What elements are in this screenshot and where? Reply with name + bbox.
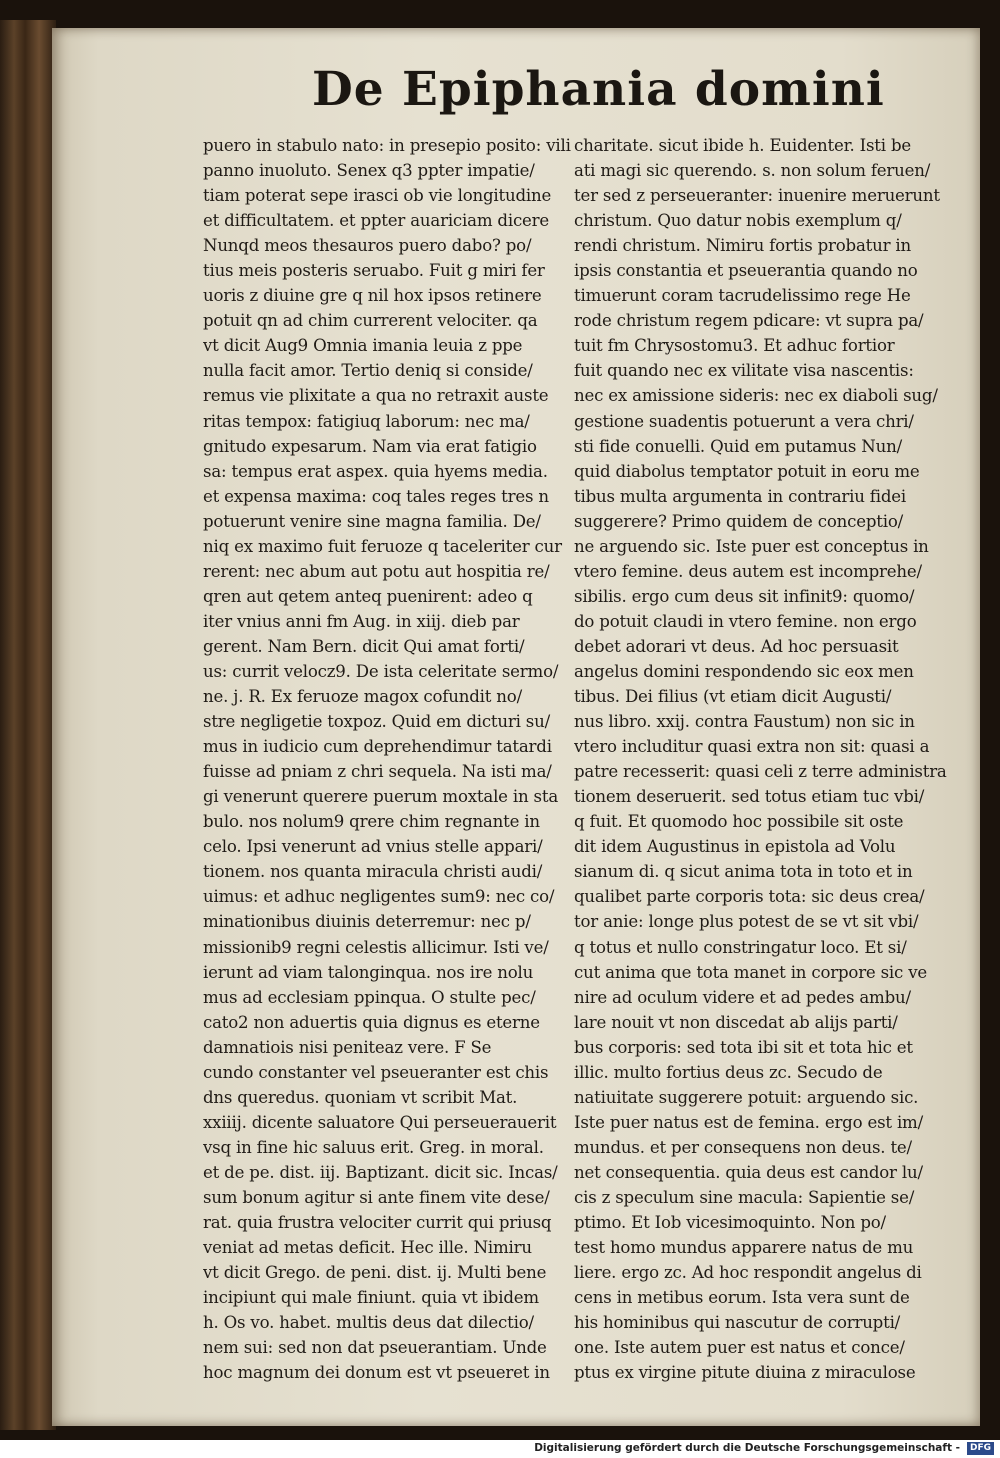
text-line: sibilis. ergo cum deus sit infinit9: quomo/ [574, 586, 915, 606]
text-line: remus vie plixitate a qua no retraxit auste [203, 386, 549, 406]
text-line: vt dicit Aug9 Omnia imania leuia z ppe [203, 336, 523, 356]
text-line: vt dicit Grego. de peni. dist. ij. Multi bene [203, 1263, 547, 1283]
text-line: bus corporis: sed tota ibi sit et tota hic et [574, 1037, 913, 1057]
text-line: panno inuoluto. Senex q3 ppter impatie/ [203, 161, 535, 181]
text-line: lare nouit vt non discedat ab alijs parti/ [574, 1012, 898, 1032]
text-line: timuerunt coram tacrudelissimo rege He [574, 286, 911, 306]
text-line: tionem deseruerit. sed totus etiam tuc vbi/ [574, 787, 925, 807]
text-line: rerent: nec abum aut potu aut hospitia re/ [203, 561, 550, 581]
text-line: tiam poterat sepe irasci ob vie longitudine [203, 186, 552, 206]
text-line: et de pe. dist. iij. Baptizant. dicit sic. Incas/ [203, 1162, 558, 1182]
text-line: uoris z diuine gre q nil hox ipsos retinere [203, 286, 542, 306]
running-headline: De Epiphania domini [312, 62, 885, 117]
text-line: et expensa maxima: coq tales reges tres n [203, 486, 549, 506]
text-line: gerent. Nam Bern. dicit Qui amat forti/ [203, 636, 525, 656]
right-text-column [574, 133, 954, 1385]
text-line: incipiunt qui male finiunt. quia vt ibidem [203, 1288, 539, 1308]
text-line: rendi christum. Nimiru fortis probatur in [574, 236, 912, 256]
book-page-edges [0, 20, 56, 1430]
text-line: cens in metibus eorum. Ista vera sunt de [574, 1288, 910, 1308]
text-line: one. Iste autem puer est natus et conce/ [574, 1338, 905, 1358]
text-line: sianum di. q sicut anima tota in toto et in [574, 862, 913, 882]
text-line: vtero includitur quasi extra non sit: quasi a [574, 737, 930, 757]
text-line: ne arguendo sic. Iste puer est conceptus in [574, 536, 929, 556]
text-line: christum. Quo datur nobis exemplum q/ [574, 211, 902, 231]
text-line: ptus ex virgine pitute diuina z miraculose [574, 1363, 916, 1383]
text-line: illic. multo fortius deus zc. Secudo de [574, 1062, 883, 1082]
text-line: ipsis constantia et pseuerantia quando no [574, 261, 918, 281]
text-line: uimus: et adhuc negligentes sum9: nec co/ [203, 887, 555, 907]
text-line: ati magi sic querendo. s. non solum feruen/ [574, 161, 931, 181]
text-line: q totus et nullo constringatur loco. Et si/ [574, 937, 907, 957]
text-line: cut anima que tota manet in corpore sic ve [574, 962, 928, 982]
text-line: patre recesserit: quasi celi z terre administra [574, 762, 947, 782]
text-line: cis z speculum sine macula: Sapientie se/ [574, 1187, 915, 1207]
text-line: mus in iudicio cum deprehendimur tatardi [203, 737, 552, 757]
text-line: nem sui: sed non dat pseuerantiam. Unde [203, 1338, 547, 1358]
text-line: potuit qn ad chim currerent velociter. qa [203, 311, 538, 331]
text-line: gi venerunt querere puerum moxtale in sta [203, 787, 559, 807]
text-line: test homo mundus apparere natus de mu [574, 1238, 914, 1258]
text-line: vsq in fine hic saluus erit. Greg. in moral. [203, 1137, 544, 1157]
text-line: nec ex amissione sideris: nec ex diaboli sug/ [574, 386, 938, 406]
text-line: gestione suadentis potuerunt a vera chri/ [574, 411, 914, 431]
text-line: nus libro. xxij. contra Faustum) non sic in [574, 712, 915, 732]
text-line: dns queredus. quoniam vt scribit Mat. [203, 1087, 518, 1107]
text-line: Nunqd meos thesauros puero dabo? po/ [203, 236, 532, 256]
footer-credit: Digitalisierung gefördert durch die Deutsche Forschungsgemeinschaft - [534, 1442, 960, 1454]
text-line: natiuitate suggerere potuit: arguendo sic. [574, 1087, 919, 1107]
text-line: rat. quia frustra velociter currit qui priusq [203, 1213, 552, 1233]
text-line: puero in stabulo nato: in presepio posito: vili [203, 136, 571, 155]
text-line: tionem. nos quanta miracula christi audi/ [203, 862, 543, 882]
text-line: q fuit. Et quomodo hoc possibile sit oste [574, 812, 904, 832]
text-line: nire ad oculum videre et ad pedes ambu/ [574, 987, 911, 1007]
text-line: cundo constanter vel pseueranter est chis [203, 1062, 549, 1082]
text-line: et difficultatem. et ppter auariciam dicere [203, 211, 550, 231]
text-line: sti fide conuelli. Quid em putamus Nun/ [574, 436, 902, 456]
text-line: liere. ergo zc. Ad hoc respondit angelus di [574, 1263, 922, 1283]
text-line: do potuit claudi in vtero femine. non ergo [574, 611, 917, 631]
text-line: niq ex maximo fuit feruoze q taceleriter cur [203, 536, 562, 556]
text-line: potuerunt venire sine magna familia. De/ [203, 511, 541, 531]
text-line: tuit fm Chrysostomu3. Et adhuc fortior [574, 336, 895, 356]
text-line: debet adorari vt deus. Ad hoc persuasit [574, 636, 899, 656]
text-line: suggerere? Primo quidem de conceptio/ [574, 511, 903, 531]
text-line: qren aut qetem anteq puenirent: adeo q [203, 586, 533, 606]
text-line: mundus. et per consequens non deus. te/ [574, 1137, 912, 1157]
text-line: charitate. sicut ibide h. Euidenter. Isti be [574, 136, 911, 155]
text-line: qualibet parte corporis tota: sic deus crea/ [574, 887, 925, 907]
text-line: celo. Ipsi venerunt ad vnius stelle appari/ [203, 837, 543, 857]
digitization-footer [0, 1440, 1000, 1458]
text-line: tius meis posteris seruabo. Fuit g miri fer [203, 261, 545, 281]
text-line: Iste puer natus est de femina. ergo est im/ [574, 1112, 923, 1132]
text-line: his hominibus qui nascutur de corrupti/ [574, 1313, 901, 1333]
text-line: missionib9 regni celestis allicimur. Isti ve/ [203, 937, 549, 957]
text-line: us: currit velocz9. De ista celeritate sermo/ [203, 661, 559, 681]
text-line: mus ad ecclesiam ppinqua. O stulte pec/ [203, 987, 536, 1007]
text-line: angelus domini respondendo sic eox men [574, 661, 914, 681]
text-line: tibus multa argumenta in contrariu fidei [574, 486, 906, 506]
text-line: damnatiois nisi peniteaz vere. F Se [203, 1037, 492, 1057]
text-line: iter vnius anni fm Aug. in xiij. dieb par [203, 611, 520, 631]
text-line: fuit quando nec ex vilitate visa nascentis: [574, 361, 914, 381]
text-line: h. Os vo. habet. multis deus dat dilectio/ [203, 1313, 534, 1333]
text-line: veniat ad metas deficit. Hec ille. Nimiru [203, 1238, 532, 1258]
text-line: sum bonum agitur si ante finem vite dese/ [203, 1187, 550, 1207]
text-line: dit idem Augustinus in epistola ad Volu [574, 837, 896, 857]
text-line: quid diabolus temptator potuit in eoru me [574, 461, 920, 481]
text-line: gnitudo expesarum. Nam via erat fatigio [203, 436, 537, 456]
text-line: minationibus diuinis deterremur: nec p/ [203, 912, 531, 932]
text-line: net consequentia. quia deus est candor lu/ [574, 1162, 923, 1182]
text-line: xxiiij. dicente saluatore Qui perseuerauerit [203, 1112, 557, 1132]
dfg-logo: DFG [967, 1442, 994, 1455]
text-line: vtero femine. deus autem est incomprehe/ [574, 561, 922, 581]
text-line: ritas tempox: fatigiuq laborum: nec ma/ [203, 411, 530, 431]
text-line: fuisse ad pniam z chri sequela. Na isti ma/ [203, 762, 552, 782]
text-line: ne. j. R. Ex feruoze magox cofundit no/ [203, 687, 522, 707]
left-text-column [203, 133, 583, 1385]
text-line: hoc magnum dei donum est vt pseueret in [203, 1363, 550, 1383]
text-line: stre negligetie toxpoz. Quid em dicturi su/ [203, 712, 550, 732]
text-line: tor anie: longe plus potest de se vt sit vbi/ [574, 912, 919, 932]
text-line: ierunt ad viam talonginqua. nos ire nolu [203, 962, 534, 982]
text-line: sa: tempus erat aspex. quia hyems media. [203, 461, 548, 481]
text-line: ptimo. Et Iob vicesimoquinto. Non po/ [574, 1213, 886, 1233]
text-line: bulo. nos nolum9 qrere chim regnante in [203, 812, 540, 832]
text-line: nulla facit amor. Tertio deniq si conside/ [203, 361, 533, 381]
text-line: tibus. Dei filius (vt etiam dicit Augusti/ [574, 687, 892, 707]
text-line: ter sed z perseueranter: inuenire meruerunt [574, 186, 940, 206]
text-line: cato2 non aduertis quia dignus es eterne [203, 1012, 540, 1032]
text-line: rode christum regem pdicare: vt supra pa/ [574, 311, 924, 331]
